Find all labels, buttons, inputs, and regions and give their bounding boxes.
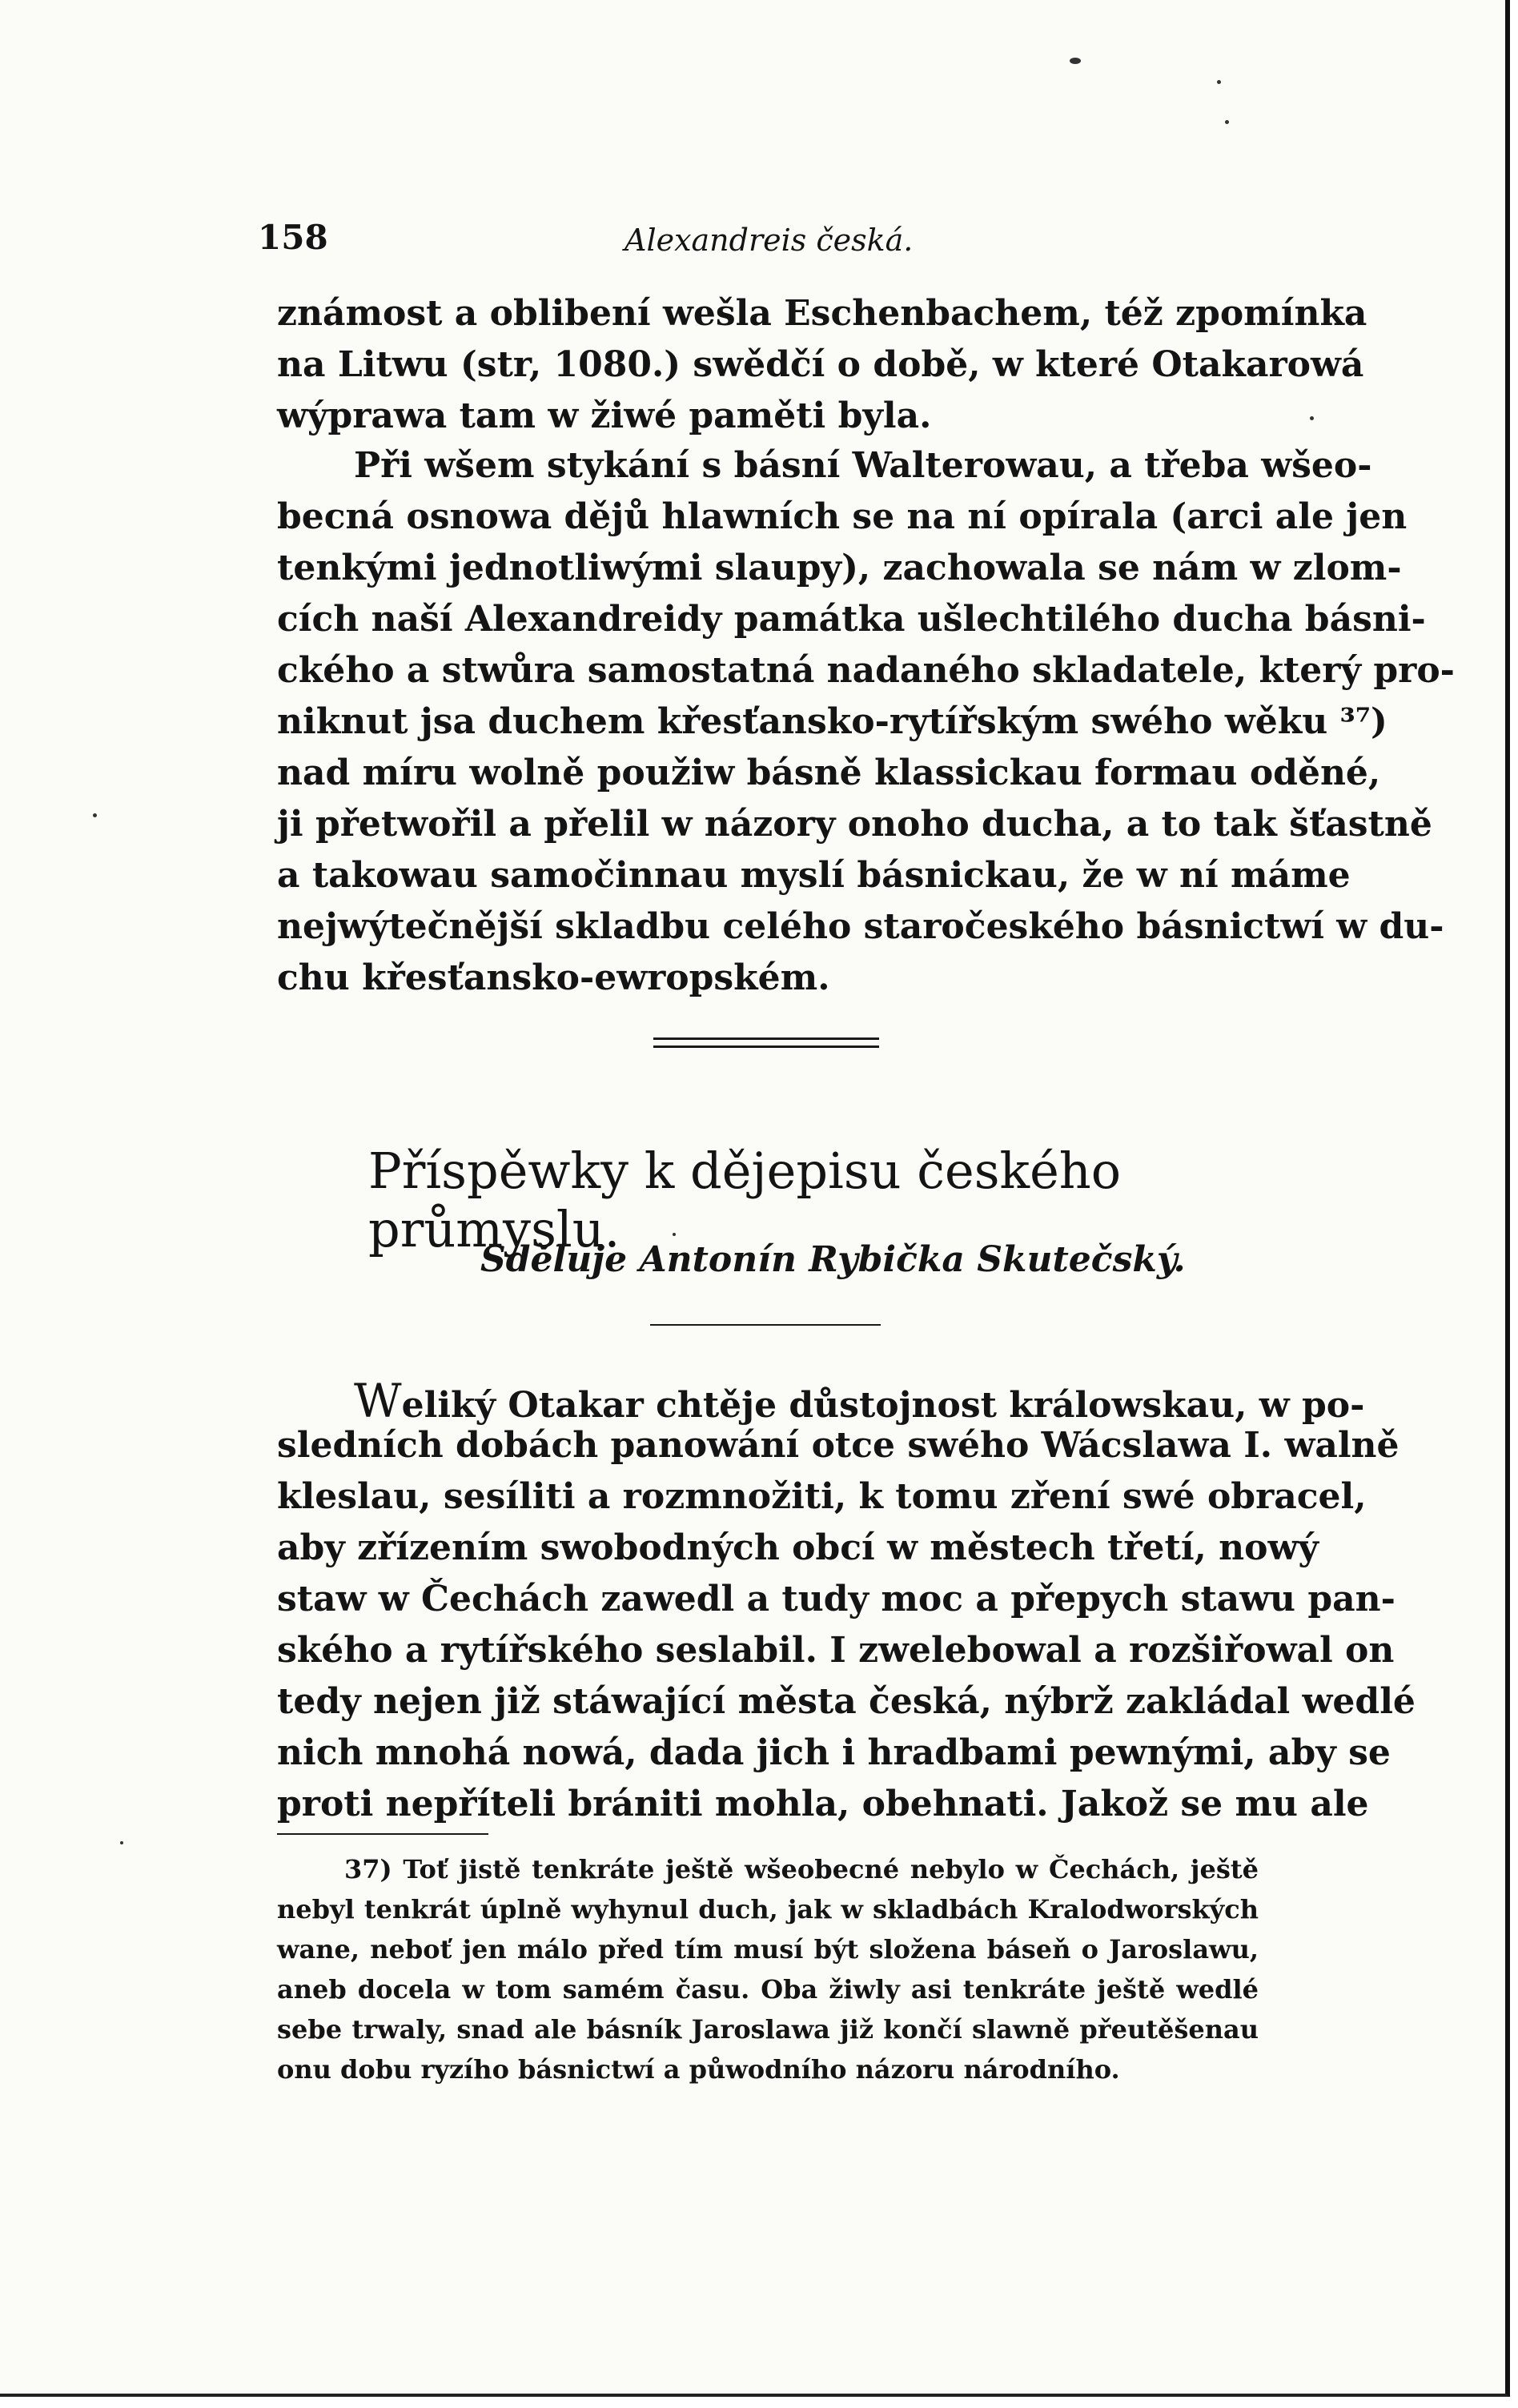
text-line: známost a oblibení wešla Eschenbachem, též zpomínka <box>277 293 1367 334</box>
text-line: nejwýtečnější skladbu celého staročeského básnictwí w du- <box>277 906 1444 947</box>
page-number: 158 <box>258 218 328 257</box>
text-line: nad míru wolně použiw básně klassickau formau oděné, <box>277 752 1381 793</box>
scan-speck <box>1217 80 1221 84</box>
first-line-text: eliký Otakar chtěje důstojnost králowskau, w po- <box>401 1385 1365 1426</box>
text-line: kleslau, sesíliti a rozmnožiti, k tomu zření swé obracel, <box>277 1476 1367 1517</box>
footnote-rule <box>277 1833 488 1835</box>
text-line: proti nepříteli brániti mohla, obehnati. Jakož se mu ale <box>277 1784 1369 1824</box>
text-line: aby zřízením swobodných obcí w městech třetí, nowý <box>277 1527 1319 1568</box>
drop-letter: W <box>354 1374 402 1428</box>
scan-speck <box>1070 58 1081 64</box>
article-byline: Sděluje Antonín Rybička Skutečský. <box>480 1239 1186 1280</box>
running-title: Alexandreis česká. <box>624 223 914 258</box>
title-rule <box>650 1324 881 1326</box>
footnote-line: aneb docela w tom samém času. Oba žiwly asi tenkráte ještě wedlé <box>277 1974 1259 2005</box>
text-line: ji přetwořil a přelil w názory onoho ducha, a to tak šťastně <box>277 804 1432 845</box>
section-divider-top <box>653 1037 879 1040</box>
text-line: becná osnowa dějů hlawních se na ní opírala (arci ale jen <box>277 496 1408 537</box>
footnote-line: sebe trwaly, snad ale básník Jaroslawa již končí slawně přeutěšenau <box>277 2014 1259 2045</box>
scan-speck <box>120 1841 123 1844</box>
footnote-line: nebyl tenkrát úplně wyhynul duch, jak w skladbách Kralodworských <box>277 1894 1259 1924</box>
footnote-line: 37) Toť jistě tenkráte ještě wšeobecné nebylo w Čechách, ještě <box>344 1854 1259 1884</box>
text-line: sledních dobách panowání otce swého Wácslawa I. walně <box>277 1425 1400 1466</box>
text-line: tedy nejen již stáwající města česká, nýbrž zakládal wedlé <box>277 1681 1416 1722</box>
text-line: ckého a stwůra samostatná nadaného skladatele, který pro- <box>277 650 1455 691</box>
text-line: cích naší Alexandreidy památka ušlechtilého ducha básni- <box>277 599 1426 640</box>
text-line: tenkými jednotliwými slaupy), zachowala se nám w zlom- <box>277 548 1402 588</box>
scan-speck <box>93 813 97 817</box>
footnote-line: wane, neboť jen málo před tím musí být složena báseň o Jaroslawu, <box>277 1934 1259 1965</box>
text-line: ského a rytířského seslabil. I zwelebowal a rozšiřowal on <box>277 1630 1395 1671</box>
text-line: wýprawa tam w žiwé paměti byla. <box>277 395 932 436</box>
section-divider-bottom <box>653 1045 879 1048</box>
text-line: chu křesťansko-ewropském. <box>277 957 830 998</box>
scan-speck <box>1225 120 1229 124</box>
footnote-line: onu dobu ryzího básnictwí a půwodního názoru národního. <box>277 2054 1120 2085</box>
text-line: nich mnohá nowá, dada jich i hradbami pewnými, aby se <box>277 1732 1391 1773</box>
text-line-first <box>277 1374 1365 1428</box>
text-line: na Litwu (str, 1080.) swědčí o době, w které Otakarowá <box>277 344 1364 385</box>
scan-speck <box>1310 416 1314 420</box>
text-line: niknut jsa duchem křesťansko-rytířským swého wěku ³⁷) <box>277 701 1387 742</box>
text-line: Při wšem stykání s básní Walterowau, a třeba wšeo- <box>354 445 1372 486</box>
text-line: a takowau samočinnau myslí básnickau, že w ní máme <box>277 855 1351 896</box>
text-line: staw w Čechách zawedl a tudy moc a přepych stawu pan- <box>277 1579 1396 1619</box>
article-title: Příspěwky k dějepisu českého průmyslu. <box>368 1142 1122 1258</box>
